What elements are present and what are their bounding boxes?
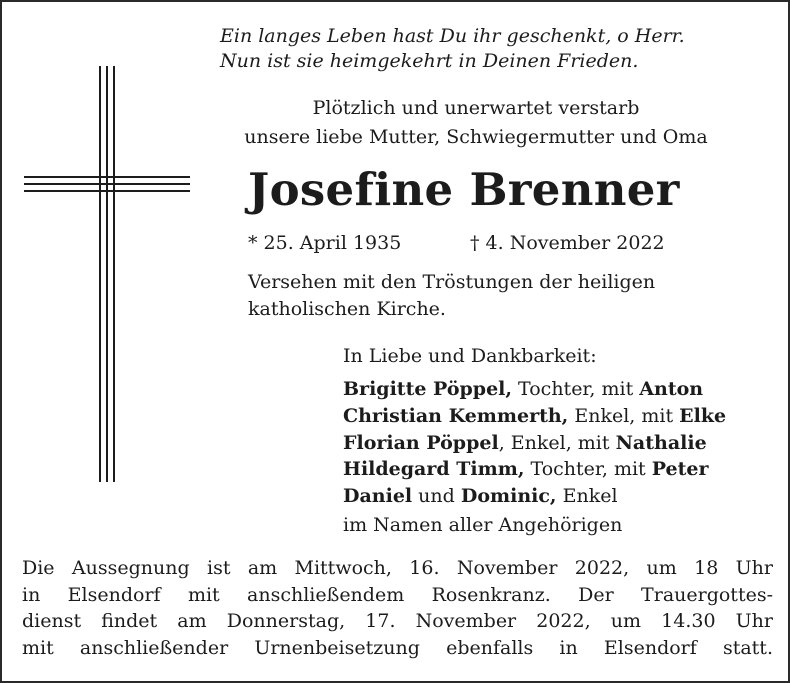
mourner-name: Nathalie (615, 431, 707, 454)
cross-icon (22, 64, 197, 486)
birth-date: * 25. April 1935 (248, 232, 402, 254)
mourner-name: Daniel (343, 485, 413, 508)
family-line (343, 403, 726, 430)
remark-line: Versehen mit den Tröstungen der heiligen (248, 271, 656, 293)
deceased-name: Josefine Brenner (248, 163, 680, 216)
relation-text: Tochter, mit (512, 378, 640, 400)
funeral-service-info (22, 555, 773, 662)
thanks-heading: In Liebe und Dankbarkeit: (343, 345, 597, 367)
relation-text: , Enkel, mit (498, 431, 616, 454)
intro-line: Plötzlich und unerwartet verstarb (312, 97, 640, 119)
poem (220, 24, 685, 74)
sacrament-remark (248, 269, 655, 323)
service-line: dienst findet am Donnerstag, 17. November 2022, um 14.30 Uhr (22, 610, 773, 633)
mourner-name: Brigitte Pöppel, (343, 378, 512, 400)
mourner-name: Dominic, (460, 485, 557, 508)
mourner-name: Florian Pöppel (343, 431, 499, 454)
poem-line: Ein langes Leben hast Du ihr geschenkt, o Herr. (220, 25, 685, 47)
mourner-name: Peter (651, 458, 709, 481)
relation-text: und (412, 485, 461, 508)
service-line: in Elsendorf mit anschließendem Rosenkranz. Der Trauergottes- (22, 583, 773, 606)
family-line (343, 483, 726, 510)
relation-text: Enkel, mit (568, 404, 680, 427)
service-line: Die Aussegnung ist am Mittwoch, 16. November 2022, um 18 Uhr (22, 557, 773, 579)
family-line (343, 456, 726, 483)
relation-text: Tochter, mit (524, 458, 652, 481)
mourner-name: Anton (639, 378, 704, 400)
family-line (343, 430, 726, 457)
relation-text: Enkel (556, 485, 618, 508)
mourner-name: Elke (679, 404, 727, 427)
family-list (343, 376, 726, 510)
mourner-name: Christian Kemmerth, (343, 404, 569, 427)
poem-line: Nun ist sie heimgekehrt in Deinen Frieden. (220, 50, 639, 72)
service-line: mit anschließender Urnenbeisetzung ebenfalls in Elsendorf statt. (22, 637, 773, 660)
remark-line: katholischen Kirche. (248, 298, 446, 320)
mourner-name: Hildegard Timm, (343, 458, 525, 481)
intro (207, 94, 745, 152)
family-line (343, 376, 726, 403)
closing-line: im Namen aller Angehörigen (343, 514, 623, 536)
intro-line: unsere liebe Mutter, Schwiegermutter und Oma (244, 126, 708, 148)
death-date: † 4. November 2022 (470, 232, 665, 254)
